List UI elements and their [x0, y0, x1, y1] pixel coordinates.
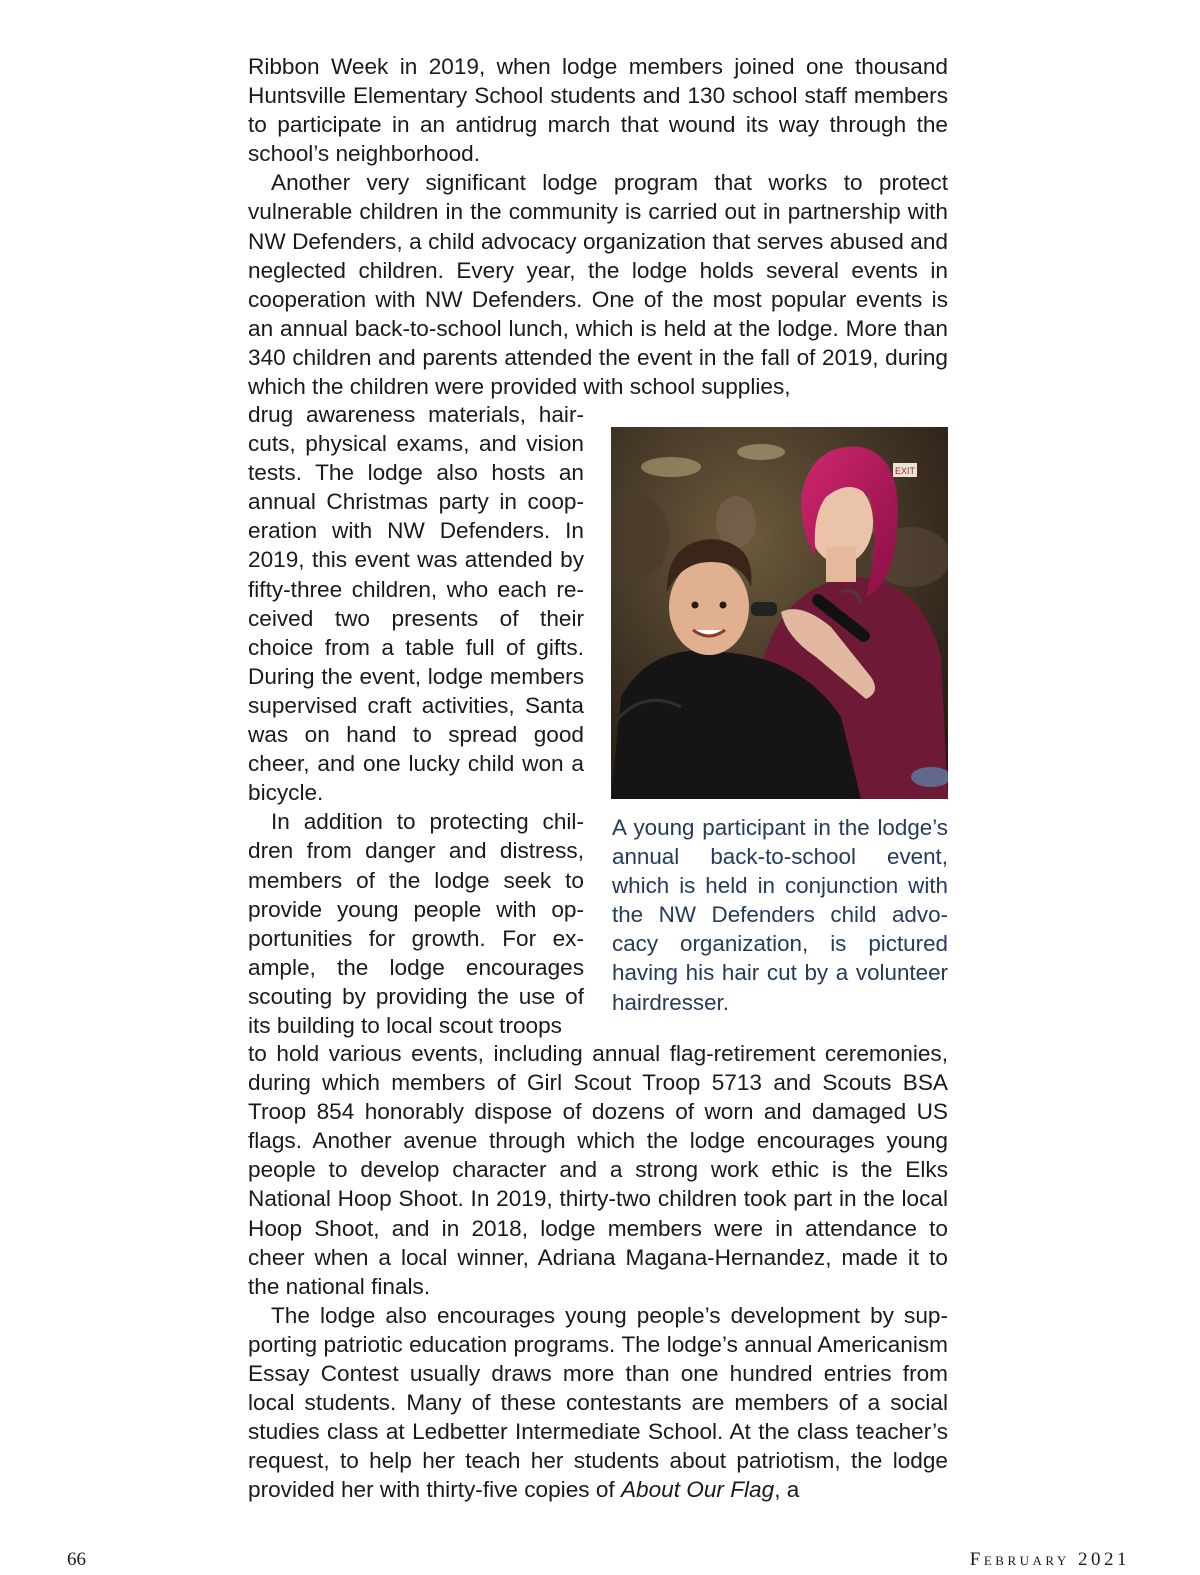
paragraph: drug awareness materials, haircuts, physical exams, and vision tests. The lodge also hosts an annual Christmas party in cooperation with NW Defenders. In 2019, this event was attended by fifty-three children, who each received two presents of their choice from a table full of gifts. During the event, lodge members supervised craft activities, Santa was on hand to spread good cheer, and one lucky child won a bicycle. [248, 402, 584, 806]
haircut-photo [611, 427, 948, 799]
paragraph: Ribbon Week in 2019, when lodge members joined one thousand Huntsville Elementary School students and 130 school staff members to participate in an antidrug march that wound its way through the school’s neighborhood. [248, 54, 948, 167]
paragraph: In addition to protecting children from danger and distress, members of the lodge seek to provide young people with opportunities for growth. For example, the lodge encourages scouting by providing the use of its building to local scout troops [248, 809, 584, 1038]
photo-illustration [611, 427, 948, 799]
paragraph: Another very significant lodge program that works to protect vulnerable children in the community is carried out in partnership with NW Defenders, a child advocacy organization that serves abused and neglected children. Every year, the lodge holds several events in cooperation with NW Defenders. One of the most popular events is an annual back-to-school lunch, which is held at the lodge. More than 340 children and parents attended the event in the fall of 2019, during which the children were provided with school supplies, [248, 170, 948, 400]
paragraph-tail: , a [774, 1477, 800, 1503]
exit-sign: EXIT [894, 466, 916, 476]
article-top-column [248, 52, 948, 401]
book-title: About Our Flag [620, 1477, 775, 1503]
page-number: 66 [67, 1549, 86, 1570]
article-left-column [248, 400, 584, 1040]
paragraph-text: The lodge also encourages young people’s development by supporting patriotic education programs. The lodge’s annual Americanism Essay Contest usually draws more than one hundred entries from local students. Many of these contestants are members of a social studies class at Ledbetter Intermediate School. At the class teacher’s request, to help her teach her students about patriotism, the lodge provided her with thirty-five copies of [248, 1302, 948, 1503]
issue-date: February 2021 [969, 1549, 1130, 1570]
paragraph-last [248, 1301, 948, 1505]
paragraph: to hold various events, including annual flag-retirement ceremonies, during which members of Girl Scout Troop 5713 and Scouts BSA Troop 854 honorably dispose of dozens of worn and damaged US flags. Another avenue through which the lodge encourages young people to develop character and a strong work ethic is the Elks National Hoop Shoot. In 2019, thirty-two children took part in the local Hoop Shoot, and in 2018, lodge members were in attendance to cheer when a local winner, Adriana Magana-Hernandez, made it to the national finals. [248, 1041, 948, 1299]
photo-caption: A young participant in the lodge’s annual back-to-school event, which is held in conjunction with the NW Defenders child advocacy organization, is pictured having his hair cut by a volunteer hairdresser. [612, 815, 948, 1015]
article-bottom-column [248, 1039, 948, 1505]
